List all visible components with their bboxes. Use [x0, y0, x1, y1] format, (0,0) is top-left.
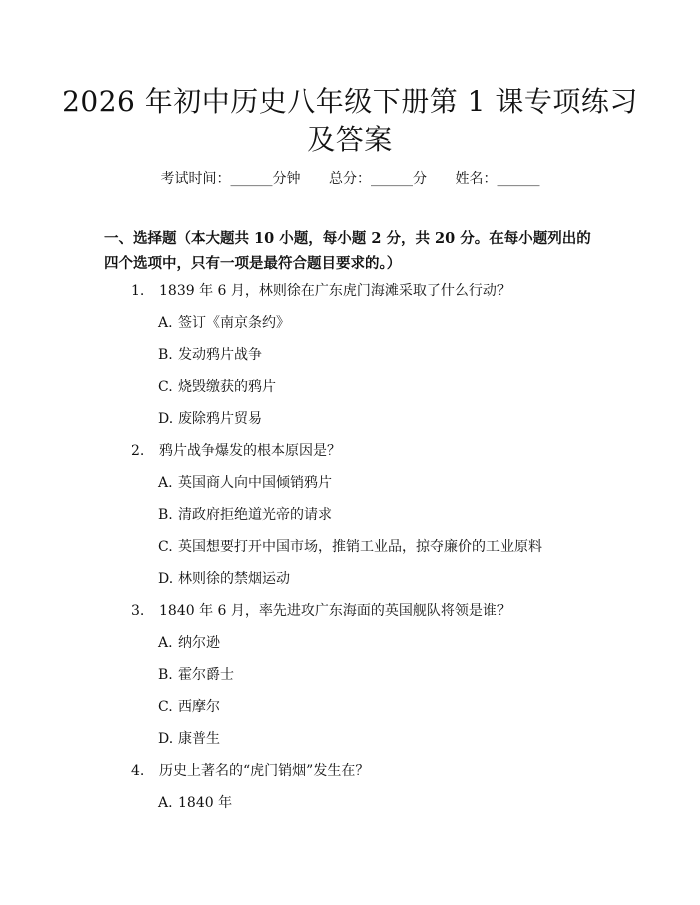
question-1-option-a [158, 313, 290, 333]
option-text: 霍尔爵士 [178, 667, 234, 683]
option-text: 1840 年 [178, 795, 233, 811]
question-1-option-c [158, 377, 276, 397]
question-2-option-c [158, 537, 542, 557]
option-letter: A. [158, 795, 173, 811]
student-name-field [455, 169, 539, 189]
question-2-option-a [158, 473, 332, 493]
question-text: 历史上著名的“虎门销烟”发生在？ [159, 763, 370, 779]
question-4 [131, 761, 369, 781]
option-letter: C. [158, 379, 173, 395]
option-letter: B. [158, 347, 173, 363]
question-text: 1839 年 6 月，林则徐在广东虎门海滩采取了什么行动？ [159, 283, 511, 299]
total-score-unit: 分 [413, 171, 427, 187]
total-score-label: 总分： [329, 171, 371, 187]
question-3 [131, 601, 511, 621]
option-text: 发动鸦片战争 [178, 347, 262, 363]
exam-time-field [161, 169, 301, 189]
option-text: 烧毁缴获的鸦片 [178, 379, 276, 395]
question-2-option-d [158, 569, 290, 589]
option-letter: D. [158, 571, 174, 587]
question-text: 鸦片战争爆发的根本原因是？ [159, 443, 341, 459]
option-letter: D. [158, 731, 174, 747]
option-text: 英国想要打开中国市场，推销工业品，掠夺廉价的工业原料 [178, 539, 542, 555]
question-3-option-b [158, 665, 234, 685]
exam-time-label: 考试时间： [160, 171, 231, 187]
option-text: 签订《南京条约》 [178, 315, 290, 331]
question-3-option-d [158, 729, 220, 749]
question-2 [131, 441, 341, 461]
total-score-field [329, 169, 427, 189]
question-number: 1. [131, 283, 145, 299]
option-text: 清政府拒绝道光帝的请求 [178, 507, 332, 523]
option-letter: A. [158, 635, 173, 651]
option-text: 林则徐的禁烟运动 [178, 571, 290, 587]
option-letter: A. [158, 315, 173, 331]
question-4-option-a [158, 793, 232, 813]
option-letter: A. [158, 475, 173, 491]
option-text: 废除鸦片贸易 [178, 411, 262, 427]
option-letter: C. [158, 539, 173, 555]
total-score-blank: ______ [371, 171, 413, 187]
question-text: 1840 年 6 月，率先进攻广东海面的英国舰队将领是谁？ [159, 603, 511, 619]
question-3-option-a [158, 633, 220, 653]
option-text: 英国商人向中国倾销鸦片 [178, 475, 332, 491]
question-3-option-c [158, 697, 220, 717]
option-text: 西摩尔 [178, 699, 220, 715]
question-number: 2. [131, 443, 145, 459]
option-text: 纳尔逊 [178, 635, 220, 651]
option-letter: D. [158, 411, 174, 427]
question-number: 3. [131, 603, 145, 619]
question-1-option-d [158, 409, 262, 429]
option-text: 康普生 [178, 731, 220, 747]
student-name-label: 姓名： [455, 171, 498, 187]
section-heading: 一、选择题（本大题共 10 小题，每小题 2 分，共 20 分。在每小题列出的四个选项中，只有一项是最符合题目要求的。） [104, 230, 591, 272]
page-title: 2026 年初中历史八年级下册第 1 课专项练习 [62, 85, 638, 118]
option-letter: B. [158, 667, 173, 683]
option-letter: B. [158, 507, 173, 523]
exam-time-blank: ______ [230, 171, 273, 187]
question-number: 4. [131, 763, 145, 779]
question-2-option-b [158, 505, 332, 525]
exam-info-row [0, 169, 700, 189]
question-1-option-b [158, 345, 262, 365]
option-letter: C. [158, 699, 173, 715]
exam-time-unit: 分钟 [272, 171, 301, 187]
student-name-blank: ______ [497, 171, 540, 187]
question-1 [131, 281, 511, 301]
page-title-continued: 及答案 [307, 123, 393, 156]
